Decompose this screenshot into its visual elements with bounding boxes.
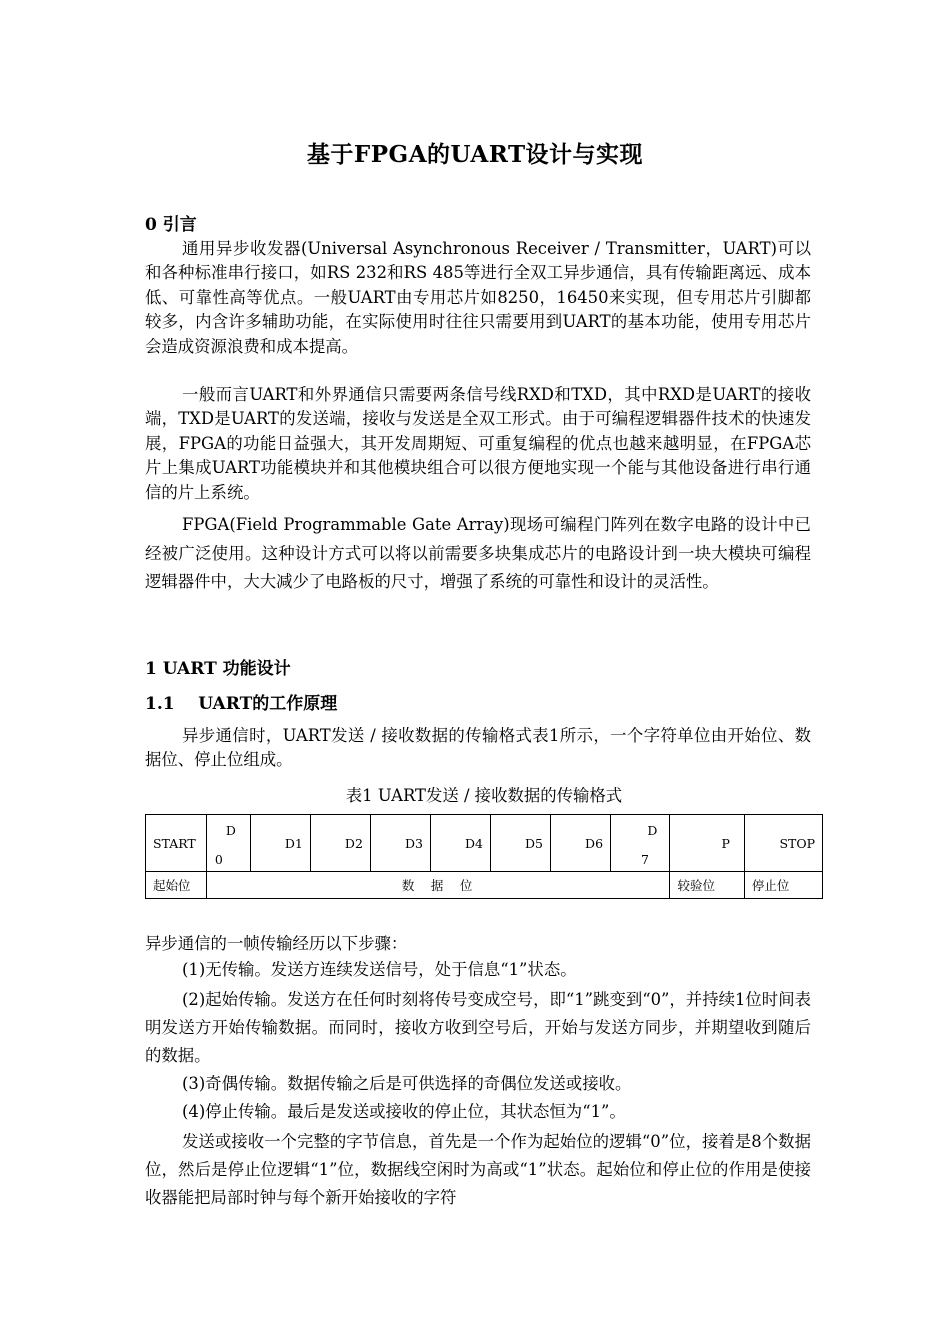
section-heading-uart-design: 1 UART 功能设计 (145, 659, 291, 679)
table-cell-stop: STOP (744, 815, 822, 872)
table-cell-d0-bottom: 0 (214, 852, 223, 867)
paragraph-frame-description: 发送或接收一个完整的字节信息，首先是一个作为起始位的逻辑“0”位，接着是8个数据位，然后是停止位逻辑“1”位，数据线空闲时为高或“1”状态。起始位和停止位的作用是使接收器能把局部时钟与每个新开始接收的字符 (145, 1132, 811, 1207)
subsection-heading-principle: 1.1 UART的工作原理 (145, 694, 338, 714)
paragraph-fpga: FPGA(Field Programmable Gate Array)现场可编程门阵列在数字电路的设计中已经被广泛使用。这种设计方式可以将以前需要多块集成芯片的电路设计到一块大模块可编程逻辑器件中，大大减少了电路板的尺寸，增强了系统的可靠性和设计的灵活性。 (145, 515, 811, 591)
table-cell-start: START (146, 815, 207, 872)
table-cell-d7-top: D (647, 823, 658, 838)
table-row (146, 815, 823, 872)
table-cell-parity-label: 较验位 (670, 872, 744, 899)
table-row (146, 872, 823, 899)
uart-format-table (145, 814, 823, 899)
paragraph-step-2: (2)起始传输。发送方在任何时刻将传号变成空号，即“1”跳变到“0”，并持续1位时间表明发送方开始传输数据。而同时，接收方收到空号后，开始与发送方同步，并期望收到随后的数据。 (145, 990, 811, 1065)
paragraph-steps-intro: 异步通信的一帧传输经历以下步骤： (145, 934, 408, 953)
table-cell-stop-label: 停止位 (744, 872, 822, 899)
table-caption: 表1 UART发送 / 接收数据的传输格式 (345, 786, 623, 805)
table-cell-d0-top: D (225, 823, 236, 838)
table-cell-d6: D6 (551, 815, 611, 872)
paragraph-transfer-format: 异步通信时，UART发送 / 接收数据的传输格式表1所示，一个字符单位由开始位、数据位、停止位组成。 (145, 726, 811, 770)
table-cell-d0 (206, 815, 250, 872)
table-cell-d7 (611, 815, 670, 872)
table-cell-d1: D1 (250, 815, 310, 872)
paragraph-step-1: (1)无传输。发送方连续发送信号，处于信息“1”状态。 (182, 960, 577, 979)
document-title: 基于FPGA的UART设计与实现 (306, 141, 644, 168)
table-cell-d4: D4 (430, 815, 490, 872)
paragraph-uart-signals: 一般而言UART和外界通信只需要两条信号线RXD和TXD，其中RXD是UART的接收端，TXD是UART的发送端，接收与发送是全双工形式。由于可编程逻辑器件技术的快速发展，FPGA的功能日益强大，其开发周期短、可重复编程的优点也越来越明显，在FPGA芯片上集成UART功能模块并和其他模块组合可以很方便地实现一个能与其他设备进行串行通信的片上系统。 (145, 385, 811, 502)
table-cell-d2: D2 (310, 815, 370, 872)
paragraph-step-3: (3)奇偶传输。数据传输之后是可供选择的奇偶位发送或接收。 (182, 1074, 632, 1093)
table-cell-d5: D5 (490, 815, 550, 872)
paragraph-uart-intro: 通用异步收发器(Universal Asynchronous Receiver / Transmitter，UART)可以和各种标准串行接口，如RS 232和RS 485等进行全双工异步通信，具有传输距离远、成本低、可靠性高等优点。一般UART由专用芯片如8250，16450来实现，但专用芯片引脚都较多，内含许多辅助功能，在实际使用时往往只需要用到UART的基本功能，使用专用芯片会造成资源浪费和成本提高。 (145, 239, 811, 356)
section-heading-intro: 0 引言 (145, 215, 197, 235)
table-cell-d3: D3 (370, 815, 430, 872)
table-cell-parity: P (670, 815, 744, 872)
table-cell-data-label: 数 据 位 (206, 872, 670, 899)
table-cell-start-label: 起始位 (146, 872, 207, 899)
paragraph-step-4: (4)停止传输。最后是发送或接收的停止位，其状态恒为“1”。 (182, 1102, 626, 1121)
table-cell-d7-bottom: 7 (641, 852, 649, 867)
